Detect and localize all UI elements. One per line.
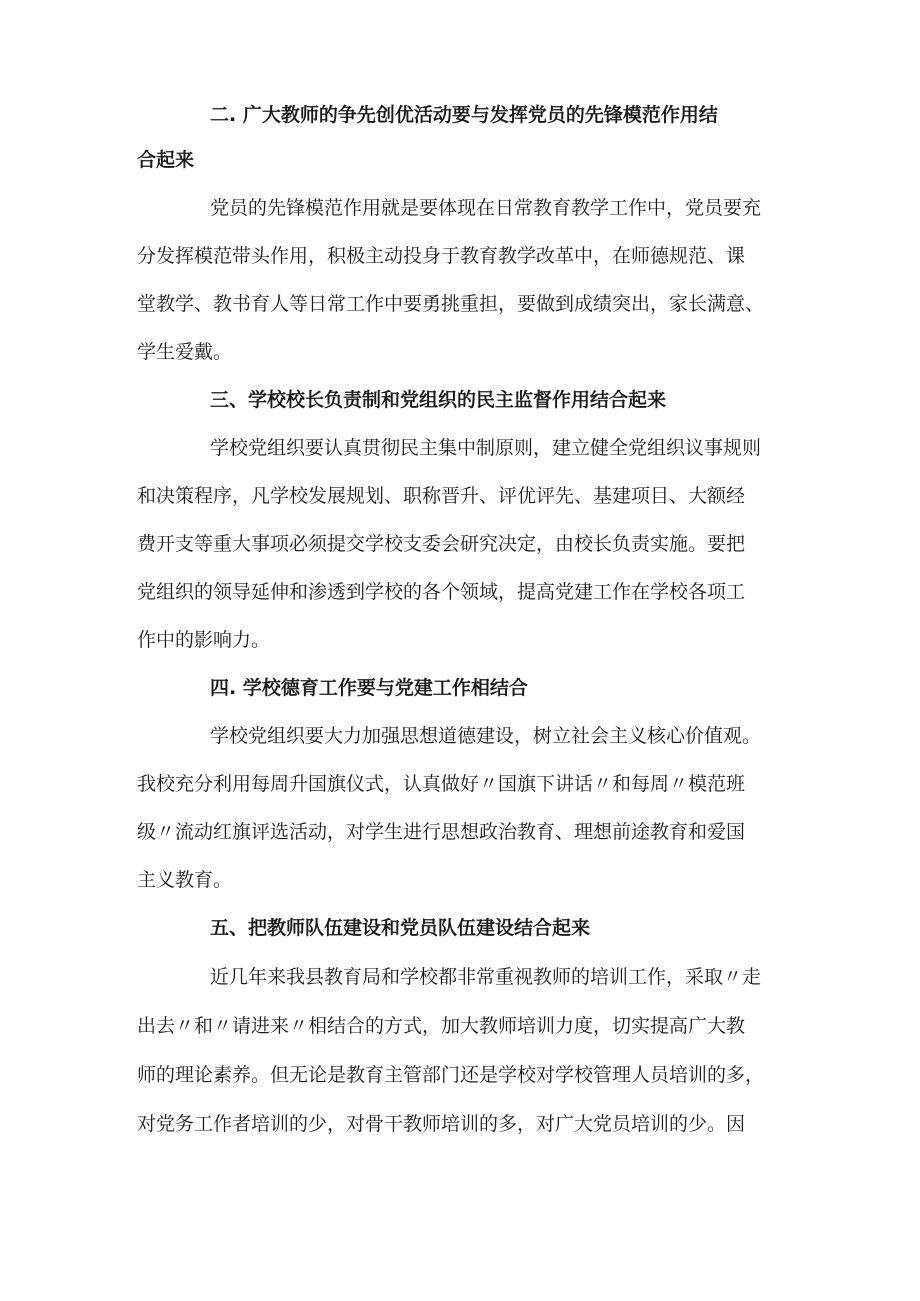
section-5-paragraph-line: 近几年来我县教育局和学校都非常重视教师的培训工作，采取〃走 [210,966,762,988]
section-4-paragraph-line: 级〃流动红旗评选活动，对学生进行思想政治教育、理想前途教育和爱国 [137,821,746,843]
section-2-paragraph-line: 党员的先锋模范作用就是要体现在日常教育教学工作中，党员要充 [210,197,762,219]
section-5-paragraph-line: 师的理论素养。但无论是教育主管部门还是学校对学校管理人员培训的多， [137,1064,765,1086]
section-5-paragraph-line: 出去〃和〃请进来〃相结合的方式，加大教师培训力度，切实提高广大教 [137,1015,746,1037]
section-3-heading: 三、学校校长负责制和党组织的民主监督作用结合起来 [210,389,667,411]
section-2-paragraph-line: 分发挥模范带头作用，积极主动投身于教育教学改革中，在师德规范、课 [137,245,746,267]
section-2-paragraph-line: 学生爱戴。 [137,341,233,363]
section-4-heading: 四. 学校德育工作要与党建工作相结合 [210,677,528,699]
section-3-paragraph-line: 党组织的领导延伸和渗透到学校的各个领域，提高党建工作在学校各项工 [137,581,746,603]
section-4-paragraph-line: 我校充分利用每周升国旗仪式，认真做好〃国旗下讲话〃和每周〃模范班 [137,773,746,795]
section-3-paragraph-line: 学校党组织要认真贯彻民主集中制原则，建立健全党组织议事规则 [210,437,762,459]
section-4-paragraph-line: 学校党组织要大力加强思想道德建设，树立社会主义核心价值观。 [210,725,762,747]
section-2-heading: 二. 广大教师的争先创优活动要与发挥党员的先锋模范作用结 [210,104,718,126]
section-5-paragraph-line: 对党务工作者培训的少，对骨干教师培训的多，对广大党员培训的少。因 [137,1113,746,1135]
section-3-paragraph-line: 作中的影响力。 [137,629,271,651]
section-2-paragraph-line: 堂教学、教书育人等日常工作中要勇挑重担，要做到成绩突出，家长满意、 [137,293,765,315]
section-3-paragraph-line: 和决策程序，凡学校发展规划、职称晋升、评优评先、基建项目、大额经 [137,485,746,507]
section-3-paragraph-line: 费开支等重大事项必须提交学校支委会研究决定，由校长负责实施。要把 [137,533,746,555]
section-4-paragraph-line: 主义教育。 [137,869,233,891]
section-5-heading: 五、把教师队伍建设和党员队伍建设结合起来 [210,917,591,939]
section-2-heading-cont: 合起来 [137,149,195,171]
